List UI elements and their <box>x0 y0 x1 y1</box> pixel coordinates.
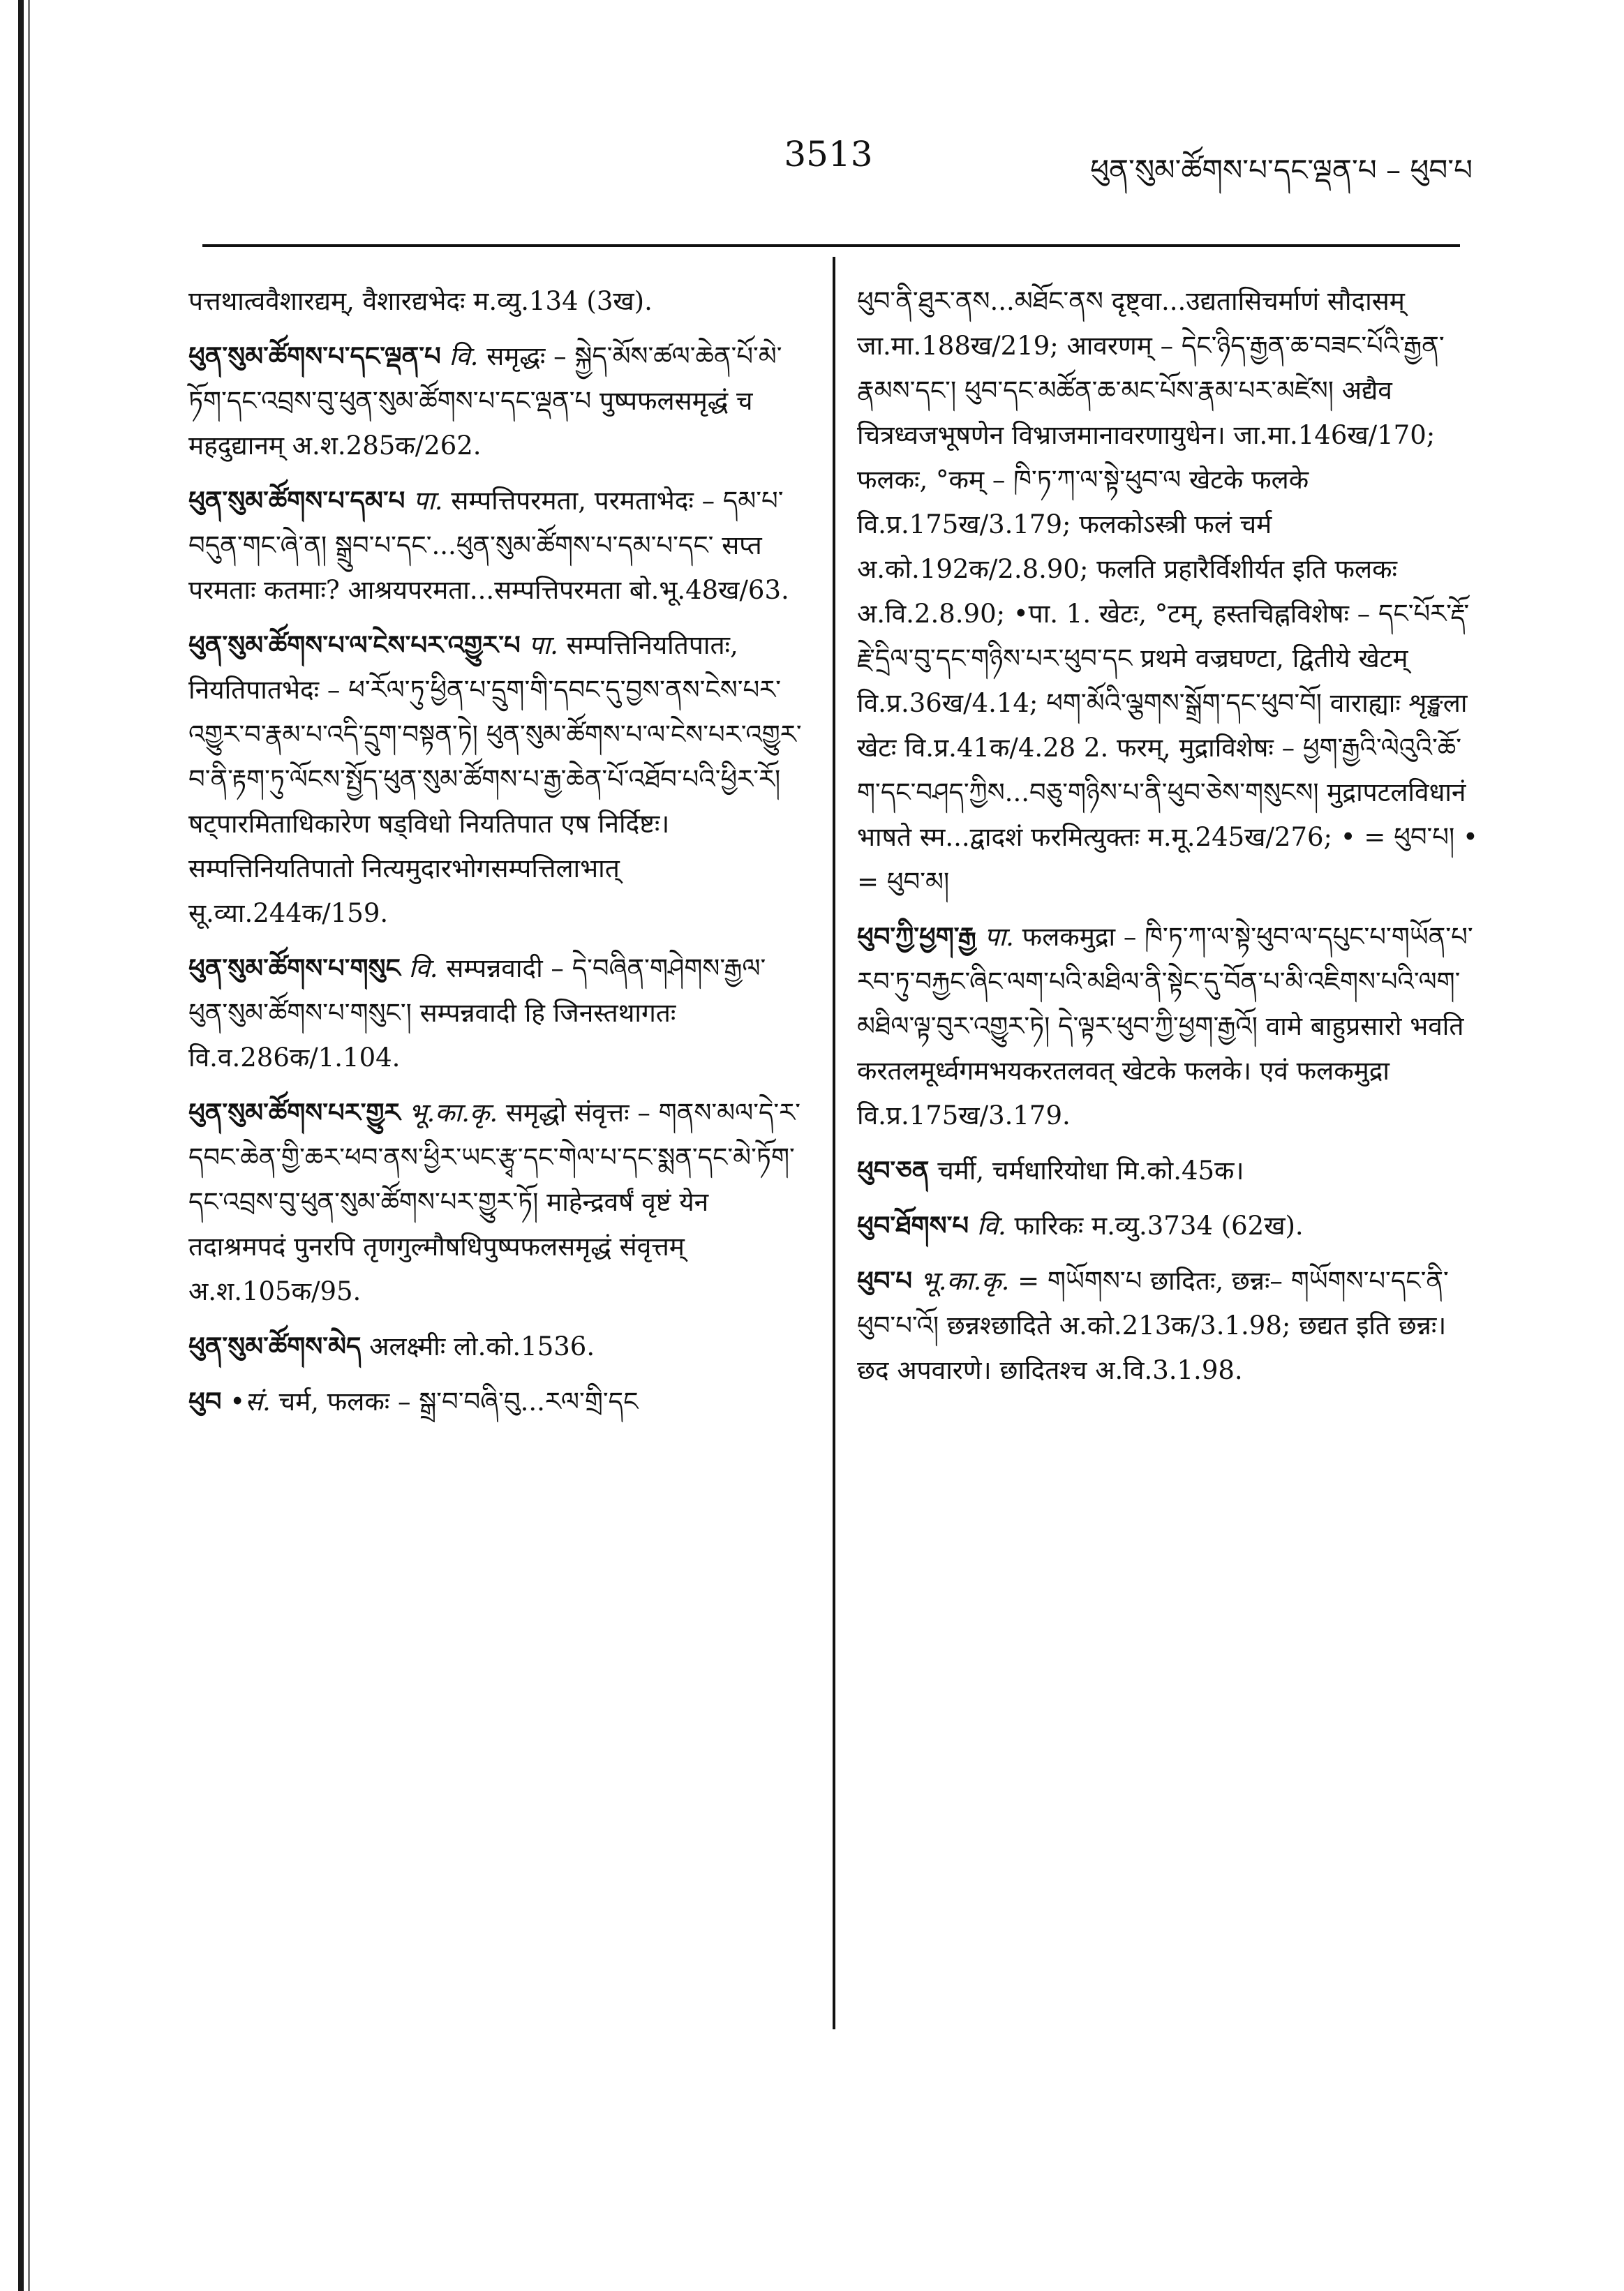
entry <box>857 914 1478 1138</box>
page-number: 3513 <box>784 134 873 174</box>
entry-headword: ཕུབ་ཐོགས་པ <box>857 1210 969 1241</box>
entry <box>857 1258 1478 1393</box>
left-column <box>188 279 803 1434</box>
entry-definition: सम्पत्तिनियतिपातः, नियतिपातभेदः – <box>188 630 738 705</box>
entry-continuation <box>188 279 803 324</box>
entry-definition: समृद्धः – <box>486 341 567 371</box>
entry-definition: सम्पत्तिपरमता, परमताभेदः – <box>451 486 715 516</box>
entry <box>188 946 803 1080</box>
entry-grammar: भू.का.कृ. <box>408 1098 498 1128</box>
entry-definition: चर्मी, <box>937 1156 985 1186</box>
entry-definition: फलकमुद्रा – <box>1022 922 1137 952</box>
entry-definition: सम्पन्नवादी – <box>446 953 564 983</box>
entry-headword: ཕུན་སུམ་ཚོགས་མེད <box>188 1331 362 1361</box>
entry-headword: ཕུན་སུམ་ཚོགས་པ་དམ་པ <box>188 485 405 516</box>
entry <box>188 478 803 613</box>
column-divider <box>833 257 835 2029</box>
entry-body: लो.को.1536. <box>453 1331 595 1361</box>
entry-grammar: भू.का.कृ. <box>920 1266 1010 1296</box>
entry-headword: ཕུན་སུམ་ཚོགས་པ་གསུང <box>188 953 401 983</box>
entry-body: སྒྲ་བ་བཞི་བུ...རལ་གྲི་དང <box>419 1387 639 1417</box>
entry-body: སྐྱེད་མོས་ཚལ་ཆེན་པོ་མེ་ཏོག་དང་འབྲས་བུ་ཕུན་སུམ་ཚོགས་པ་དང་ལྡན་པ पुष्पफलसमृद्धं च महदुद्यानम् अ.श.285क/262. <box>188 341 782 461</box>
entry-grammar: पा. <box>984 922 1014 952</box>
entry-body: म.व्यु.3734 (62ख). <box>1092 1211 1304 1241</box>
entry-definition: अलक्ष्मीः <box>369 1331 446 1361</box>
entry-grammar: •सं. <box>230 1387 271 1417</box>
entry-headword: ཕུབ་པ <box>857 1265 912 1296</box>
entry-continuation <box>857 279 1478 904</box>
entry-definition: = གཡོགས་པ छादितः, छन्नः– <box>1018 1266 1283 1296</box>
entry-body: ཁི་ཏ་ཀ་ལ་སྟེ་ཕུབ་ལ་དཔུང་པ་གཡོན་པ་རབ་ཏུ་བརྐྱང་ཞིང་ལག་པའི་མཐིལ་ནི་སྟེང་དུ་བོན་པ་མི་འཇིགས་པའི་ལག་མཐིལ་ལྟ་བུར་འགྱུར་ཏེ། དེ་ལྟར་ཕུབ་ཀྱི་ཕྱག་རྒྱའོ། वामे बाहुप्रसारो भवति करतलमूर्ध्वगमभयकरतलवत् खेटके फलके। एवं फलकमुद्रा वि.प्र.175ख/3.179. <box>857 922 1473 1130</box>
right-column <box>857 279 1478 1403</box>
entry-headword: ཕུན་སུམ་ཚོགས་པ་ལ་ངེས་པར་འགྱུར་པ <box>188 629 521 660</box>
entry-headword: ཕུབ་ཅན <box>857 1155 930 1186</box>
entry-definition: समृद्धो संवृत्तः – <box>505 1098 650 1128</box>
entry-headword: ཕུབ་ཀྱི་ཕྱག་རྒྱ <box>857 921 976 952</box>
entry-grammar: वि. <box>449 341 479 371</box>
entry-headword: ཕུན་སུམ་ཚོགས་པར་གྱུར <box>188 1097 401 1128</box>
entry <box>857 1148 1478 1193</box>
header-rule <box>202 244 1460 247</box>
entry <box>188 334 803 468</box>
entry-grammar: वि. <box>408 953 438 983</box>
entry <box>857 1203 1478 1248</box>
entry-body: ཕུབ་ནི་ཐུར་ནས...མཐོང་ནས दृष्ट्वा...उद्यतासिचर्माणं सौदासम् जा.मा.188ख/219; आवरणम् – དེང་ཉིད་རྒྱན་ཆ་བཟང་པོའི་རྒྱན་རྣམས་དང་། ཕུབ་དང་མཚོན་ཆ་མང་པོས་རྣམ་པར་མཛེས། अद्यैव चित्रध्वजभूषणेन विभ्राजमानावरणायुधेन। जा.मा.146ख/170; फलकः, °कम् – ཁི་ཏ་ཀ་ལ་སྟེ་ཕུབ་ལ खेटके फलके वि.प्र.175ख/3.179; फलकोऽस्त्री फलं चर्म अ.को.192क/2.8.90; फलति प्रहारैर्विशीर्यत इति फलकः अ.वि.2.8.90; •पा. 1. खेटः, °टम्, हस्तचिह्नविशेषः – དང་པོར་རྡོ་རྗེ་དྲིལ་བུ་དང་གཉིས་པར་ཕུབ་དང प्रथमे वज्रघण्टा, द्वितीये खेटम् वि.प्र.36ख/4.14; ཕག་མོའི་ལྕགས་སྒྲོག་དང་ཕུབ་བོ། वाराह्याः शृङ्खला खेटः वि.प्र.41क/4.28 2. फरम्, मुद्राविशेषः – ཕྱག་རྒྱའི་ལེའུའི་ཆོ་ག་དང་བཤད་ཀྱིས...བཅུ་གཉིས་པ་ནི་ཕུབ་ཅེས་གསུངས། मुद्रापटलविधानं भाषते स्म...द्वादशं फरमित्युक्तः म.मू.245ख/276; • = ཕུབ་པ། • = ཕུབ་མ། <box>857 286 1478 897</box>
entry-body: དམ་པ་བདུན་གང་ཞེ་ན། སྒྲུབ་པ་དང་...ཕུན་སུམ་ཚོགས་པ་དམ་པ་དང་ सप्त परमताः कतमाः? आश्रयपरमता...सम्पत्तिपरमता बो.भू.48ख/63. <box>188 486 789 605</box>
running-head: ཕུན་སུམ་ཚོགས་པ་དང་ལྡན་པ – ཕུབ་པ <box>1090 153 1473 187</box>
entry-body: पत्तथात्ववैशारद्यम्, वैशारद्यभेदः म.व्यु.134 (3ख). <box>188 286 653 316</box>
entry <box>188 622 803 936</box>
entry <box>188 1090 803 1314</box>
entry-body: ཕ་རོལ་ཏུ་ཕྱིན་པ་དྲུག་གི་དབང་དུ་བྱས་ནས་ངེས་པར་འགྱུར་བ་རྣམ་པ་འདི་དྲུག་བསྟན་ཏེ། ཕུན་སུམ་ཚོགས་པ་ལ་ངེས་པར་འགྱུར་བ་ནི་རྟག་ཏུ་ལོངས་སྤྱོད་ཕུན་སུམ་ཚོགས་པ་རྒྱ་ཆེན་པོ་འཐོབ་པའི་ཕྱིར་རོ། षट्पारमिताधिकारेण षड्विधो नियतिपात एष निर्दिष्टः। सम्पत्तिनियतिपातो नित्यमुदारभोगसम्पत्तिलाभात् सू.व्या.244क/159. <box>188 675 802 928</box>
entry <box>188 1324 803 1369</box>
entry-headword: ཕུབ <box>188 1386 222 1417</box>
scan-edge-shadow <box>18 0 24 2291</box>
entry-grammar: पा. <box>528 630 558 660</box>
scan-edge-line <box>28 0 30 2291</box>
entry-headword: ཕུན་སུམ་ཚོགས་པ་དང་ལྡན་པ <box>188 341 441 371</box>
entry-definition: फारिकः <box>1014 1211 1084 1241</box>
entry-body: གནས་མལ་དེ་ར་དབང་ཆེན་གྱི་ཆར་ཕབ་ནས་ཕྱིར་ཡང་རྩྭ་དང་གེལ་པ་དང་སྨན་དང་མེ་ཏོག་དང་འབྲས་བུ་ཕུན་སུམ་ཚོགས་པར་གྱུར་ཏོ། माहेन्द्रवर्षं वृष्टं येन तदाश्रमपदं पुनरपि तृणगुल्मौषधिपुष्पफलसमृद्धं संवृत्तम् अ.श.105क/95. <box>188 1098 800 1306</box>
entry-body: དེ་བཞིན་གཤེགས་རྒྱལ་ཕུན་སུམ་ཚོགས་པ་གསུང་། सम्पन्नवादी हि जिनस्तथागतः वि.व.286क/1.104. <box>188 953 766 1073</box>
entry-body: གཡོགས་པ་དང་ནི་ཕུབ་པ་འོ། छन्नश्छादिते अ.को.213क/3.1.98; छद्यत इति छन्नः। छद अपवारणे। छादितश्च अ.वि.3.1.98. <box>857 1266 1449 1385</box>
entry <box>188 1379 803 1424</box>
entry-grammar: पा. <box>413 486 443 516</box>
entry-grammar: वि. <box>976 1211 1006 1241</box>
entry-definition: चर्म, फलकः – <box>278 1387 411 1417</box>
entry-body: चर्मधारियोधा मि.को.45क। <box>992 1156 1244 1186</box>
